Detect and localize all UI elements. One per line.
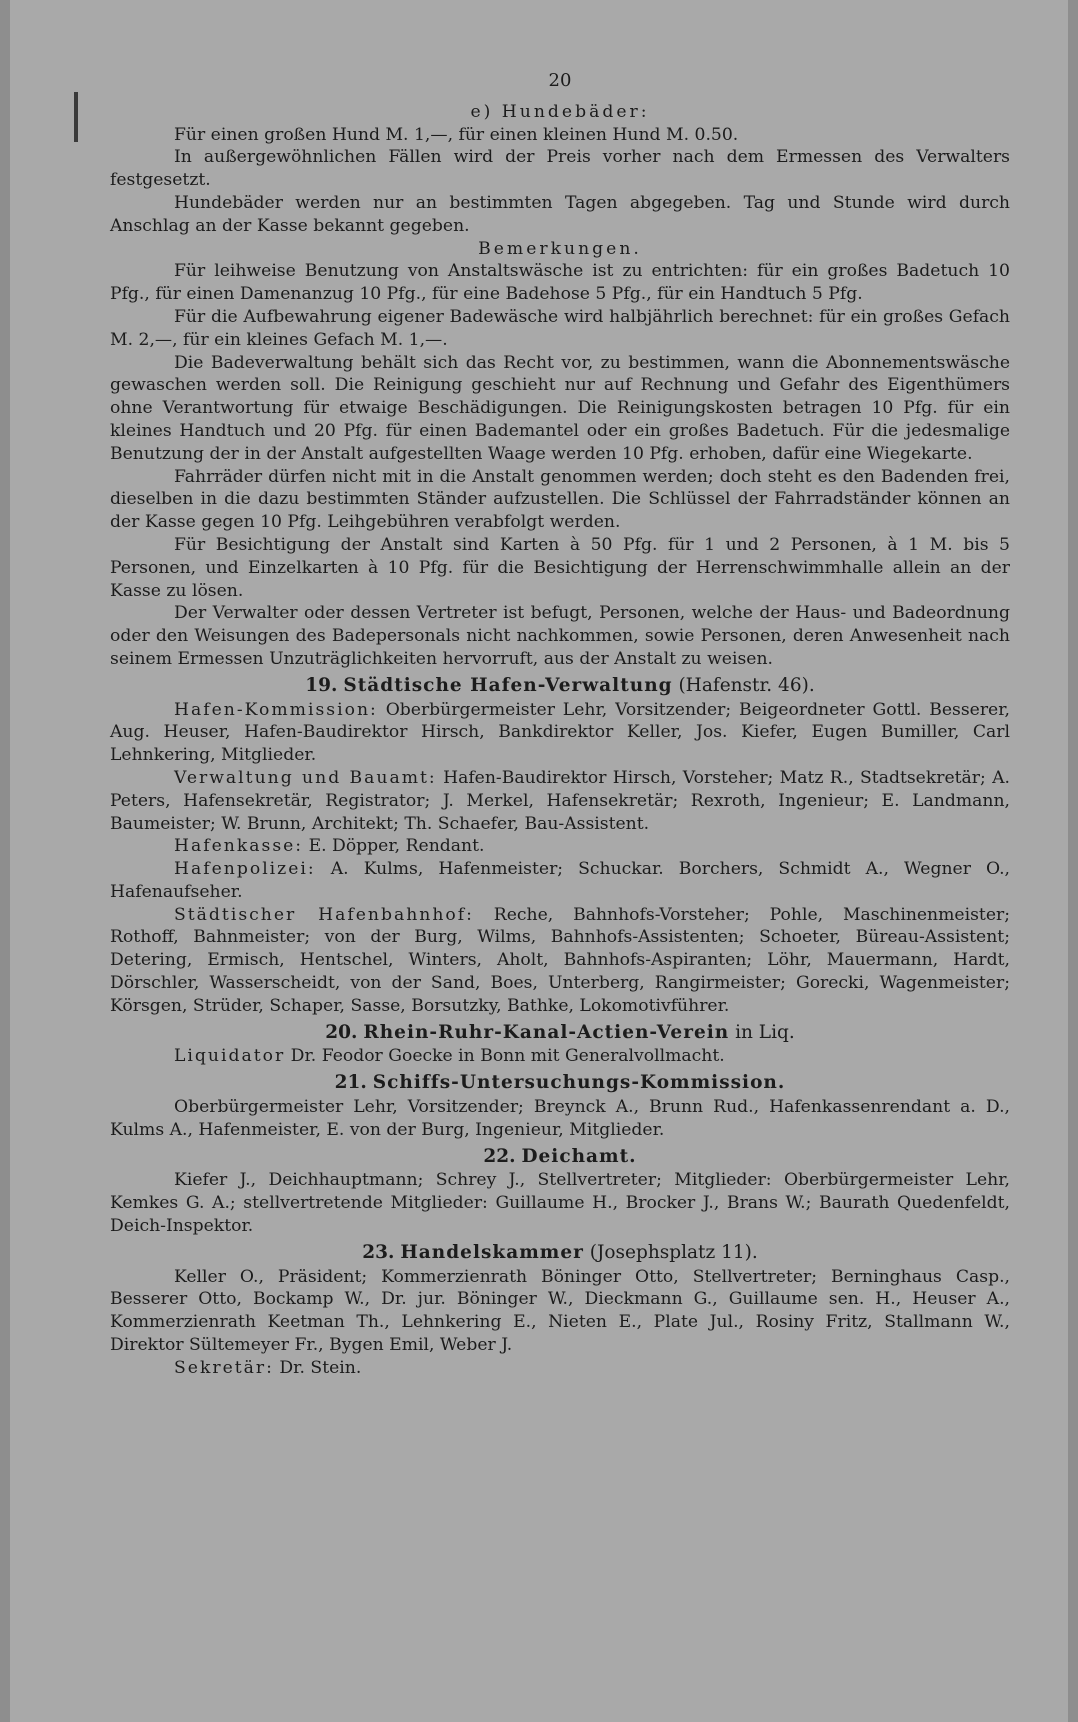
- paragraph: Hundebäder werden nur an bestimmten Tagen abgegeben. Tag und Stunde wird durch Anschlag an der Kasse bekannt gegeben.: [110, 192, 1010, 236]
- section-heading-20: [110, 1022, 1010, 1045]
- paragraph: Kiefer J., Deichhauptmann; Schrey J., Stellvertreter; Mitglieder: Oberbürgermeister Lehr, Kemkes G. A.; stellvertretende Mitglieder: Guillaume H., Brocker J., Brans W.; Baurath Quedenfeldt, Deich-Inspektor.: [110, 1170, 1010, 1237]
- section-title: Rhein-Ruhr-Kanal-Actien-Verein: [363, 1021, 730, 1043]
- section-heading-22: [110, 1146, 1010, 1169]
- section-number: 19.: [305, 674, 338, 696]
- entry: [110, 767, 1010, 835]
- entry-text: Reche, Bahnhofs-Vorsteher; Pohle, Maschinenmeister; Rothoff, Bahnmeister; von der Burg, Wilms, Bahnhofs-Assistenten; Schoeter, Büreau-Assistent; Detering, Ermisch, Hentschel, Winters, Aholt, Bahnhofs-Aspiranten; Löhr, Mauermann, Hardt, Dörschler, Wasserscheidt, von der Sand, Boes, Unterberg, Rangirmeister; Gorecki, Wagenmeister; Körsgen, Strüder, Schaper, Sasse, Borsutzky, Bathke, Lokomotivführer.: [110, 904, 1010, 1016]
- paragraph: Für leihweise Benutzung von Anstaltswäsche ist zu entrichten: für ein großes Badetuch 10 Pfg., für einen Damenanzug 10 Pfg., für eine Badehose 5 Pfg., für ein Handtuch 5 Pfg.: [110, 261, 1010, 305]
- entry: [110, 699, 1010, 767]
- entry-label: Sekretär:: [174, 1357, 274, 1378]
- sub-heading-hundebaeder: e) Hundebäder:: [470, 101, 650, 122]
- paragraph: Oberbürgermeister Lehr, Vorsitzender; Breynck A., Brunn Rud., Hafenkassenrendant a. D., Kulms A., Hafenmeister, E. von der Burg, Ingenieur, Mitglieder.: [110, 1097, 1010, 1140]
- section-address: (Hafenstr. 46).: [678, 674, 815, 696]
- section-heading-23: [110, 1242, 1010, 1265]
- section-title: Handelskammer: [400, 1241, 584, 1263]
- bemerkungen-heading: Bemerkungen.: [478, 238, 642, 259]
- entry: [110, 1045, 1010, 1068]
- section-number: 22.: [483, 1145, 516, 1167]
- entry-label: Hafenkasse:: [174, 836, 304, 857]
- section-number: 20.: [325, 1021, 358, 1043]
- paragraph: Die Badeverwaltung behält sich das Recht vor, zu bestimmen, wann die Abonnementswäsche gewaschen werden soll. Die Reinigung geschieht nur auf Rechnung und Gefahr des Eigenthümers ohne Verantwortung für etwaige Beschädigungen. Die Reinigungskosten betragen 10 Pfg. für ein kleines Handtuch und 20 Pfg. für einen Bademantel oder ein großes Badetuch. Für die jedesmalige Benutzung der in der Anstalt aufgestellten Waage werden 10 Pfg. erhoben, dafür eine Wiegekarte.: [110, 352, 1010, 464]
- document-page: [10, 0, 1068, 1722]
- entry-label: Verwaltung und Bauamt:: [174, 767, 437, 788]
- entry-label: Hafenpolizei:: [174, 859, 316, 880]
- paragraph: Für die Aufbewahrung eigener Badewäsche wird halbjährlich berechnet: für ein großes Gefach M. 2,—, für ein kleines Gefach M. 1,—.: [110, 306, 1010, 350]
- paragraph: Für Besichtigung der Anstalt sind Karten à 50 Pfg. für 1 und 2 Personen, à 1 M. bis 5 Personen, und Einzelkarten à 10 Pfg. für die Besichtigung der Herrenschwimmhalle allein an der Kasse zu lösen.: [110, 534, 1010, 601]
- section-number: 21.: [334, 1072, 367, 1094]
- entry: [110, 1357, 1010, 1380]
- entry-text: A. Kulms, Hafenmeister; Schuckar. Borchers, Schmidt A., Wegner O., Hafenaufseher.: [110, 859, 1011, 902]
- paragraph: In außergewöhnlichen Fällen wird der Preis vorher nach dem Ermessen des Verwalters festgesetzt.: [110, 147, 1010, 191]
- entry-text: Hafen-Baudirektor Hirsch, Vorsteher; Matz R., Stadtsekretär; A. Peters, Hafensekretär, Registrator; J. Merkel, Hafensekretär; Rexroth, Ingenieur; E. Landmann, Baumeister; W. Brunn, Architekt; Th. Schaefer, Bau-Assistent.: [110, 767, 1011, 834]
- paragraph: Fahrräder dürfen nicht mit in die Anstalt genommen werden; doch steht es den Badenden frei, dieselben in die dazu bestimmten Ständer aufzustellen. Die Schlüssel der Fahrradständer können an der Kasse gegen 10 Pfg. Leihgebühren verabfolgt werden.: [110, 466, 1010, 533]
- paragraph: Für einen großen Hund M. 1,—, für einen kleinen Hund M. 0.50.: [174, 124, 739, 145]
- section-address: (Josephsplatz 11).: [589, 1241, 758, 1263]
- paragraph: Der Verwalter oder dessen Vertreter ist befugt, Personen, welche der Haus- und Badeordnung oder den Weisungen des Badepersonals nicht nachkommen, sowie Personen, deren Anwesenheit nach seinem Ermessen Unzuträglichkeiten hervorruft, aus der Anstalt zu weisen.: [110, 603, 1010, 669]
- section-title: Deichamt.: [521, 1145, 637, 1167]
- entry-label: Liquidator: [174, 1046, 286, 1067]
- page-content: [110, 60, 1010, 1380]
- entry: [110, 858, 1010, 904]
- section-title: Schiffs-Untersuchungs-Kommission.: [372, 1072, 786, 1094]
- entry-text: E. Döpper, Rendant.: [308, 836, 485, 857]
- entry: [110, 904, 1010, 1018]
- entry: [110, 835, 1010, 858]
- binding-mark: [74, 92, 78, 142]
- section-heading-21: [110, 1072, 1010, 1095]
- entry-text: Dr. Feodor Goecke in Bonn mit Generalvollmacht.: [290, 1046, 725, 1067]
- section-title: Städtische Hafen-Verwaltung: [343, 674, 673, 696]
- page-number: 20: [548, 70, 572, 91]
- section-suffix: in Liq.: [735, 1021, 795, 1043]
- paragraph: Keller O., Präsident; Kommerzienrath Böninger Otto, Stellvertreter; Berninghaus Casp., Besserer Otto, Bockamp W., Dr. jur. Böninger W., Dieckmann G., Guillaume sen. H., Heuser A., Kommerzienrath Keetman Th., Lehnkering E., Nieten E., Plate Jul., Rosiny Fritz, Stallmann W., Direktor Sültemeyer Fr., Bygen Emil, Weber J.: [110, 1266, 1010, 1356]
- entry-label: Hafen-Kommission:: [174, 699, 378, 720]
- section-number: 23.: [362, 1241, 395, 1263]
- entry-label: Städtischer Hafenbahnhof:: [174, 904, 474, 925]
- entry-text: Dr. Stein.: [279, 1357, 362, 1378]
- entry-text: Oberbürgermeister Lehr, Vorsitzender; Beigeordneter Gottl. Besserer, Aug. Heuser, Hafen-Baudirektor Hirsch, Bankdirektor Keller, Jos. Kiefer, Eugen Bumiller, Carl Lehnkering, Mitglieder.: [110, 699, 1010, 766]
- section-heading-19: [110, 675, 1010, 698]
